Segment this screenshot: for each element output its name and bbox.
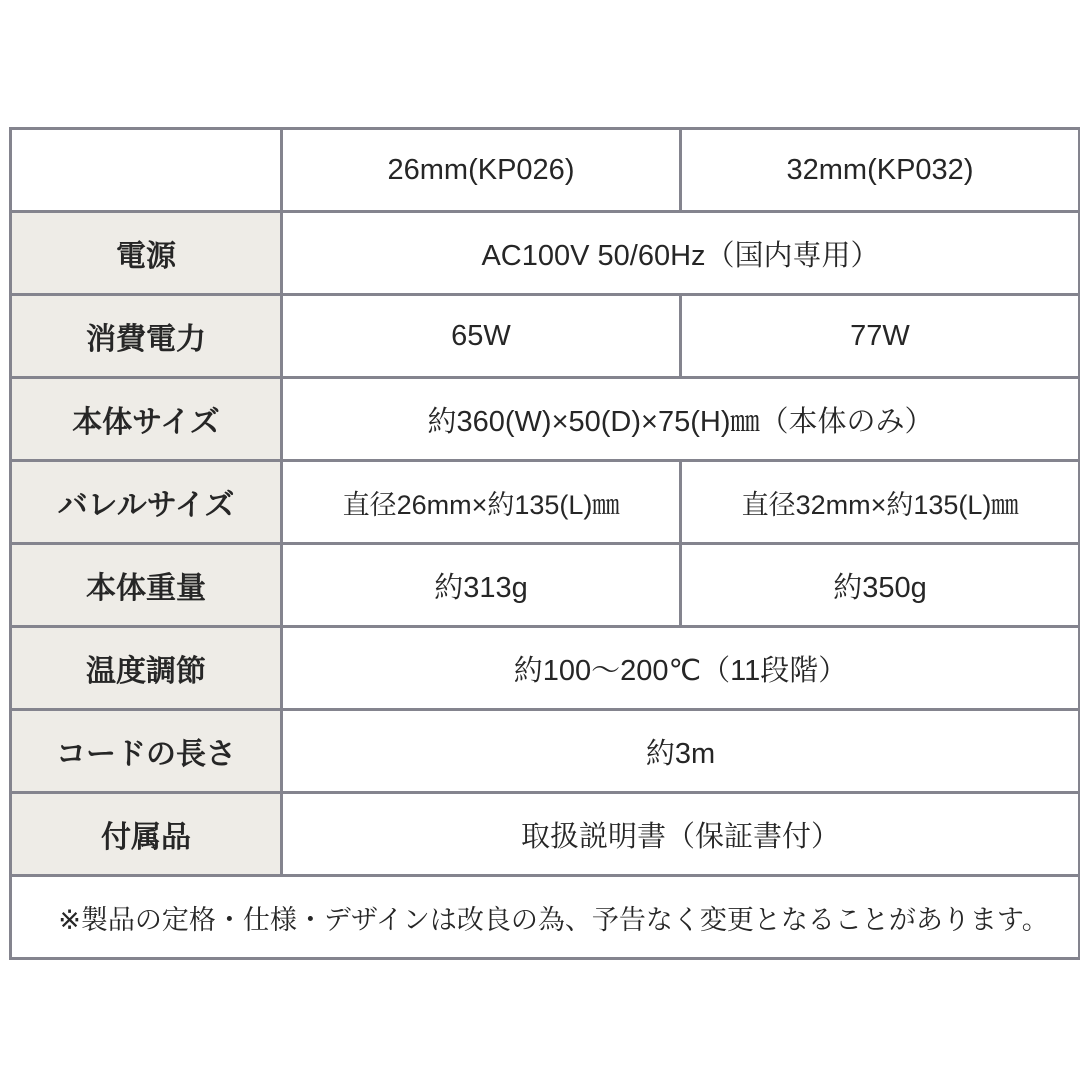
row-cord-length <box>11 710 1080 793</box>
row-barrel-size <box>11 461 1080 544</box>
row-cord-length-value: 約3m <box>282 710 1080 793</box>
row-body-weight <box>11 544 1080 627</box>
row-power-consumption <box>11 295 1080 378</box>
header-corner-cell <box>11 129 282 212</box>
row-barrel-size-value-32mm: 直径32mm×約135(L)㎜ <box>681 461 1080 544</box>
row-accessories-label: 付属品 <box>11 793 282 876</box>
row-power-consumption-value-32mm: 77W <box>681 295 1080 378</box>
row-accessories-value: 取扱説明書（保証書付） <box>282 793 1080 876</box>
row-barrel-size-value-26mm: 直径26mm×約135(L)㎜ <box>282 461 681 544</box>
row-power-source-value: AC100V 50/60Hz（国内専用） <box>282 212 1080 295</box>
row-temperature-control-label: 温度調節 <box>11 627 282 710</box>
header-row <box>11 129 1080 212</box>
row-body-weight-label: 本体重量 <box>11 544 282 627</box>
header-model-26mm: 26mm(KP026) <box>282 129 681 212</box>
row-power-source <box>11 212 1080 295</box>
note-row <box>11 876 1080 959</box>
row-barrel-size-label: バレルサイズ <box>11 461 282 544</box>
row-power-consumption-value-26mm: 65W <box>282 295 681 378</box>
row-cord-length-label: コードの長さ <box>11 710 282 793</box>
row-power-consumption-label: 消費電力 <box>11 295 282 378</box>
row-temperature-control-value: 約100〜200℃（11段階） <box>282 627 1080 710</box>
row-temperature-control <box>11 627 1080 710</box>
header-model-32mm: 32mm(KP032) <box>681 129 1080 212</box>
row-body-weight-value-32mm: 約350g <box>681 544 1080 627</box>
row-body-size <box>11 378 1080 461</box>
row-body-size-label: 本体サイズ <box>11 378 282 461</box>
row-body-size-value: 約360(W)×50(D)×75(H)㎜（本体のみ） <box>282 378 1080 461</box>
row-power-source-label: 電源 <box>11 212 282 295</box>
row-body-weight-value-26mm: 約313g <box>282 544 681 627</box>
row-accessories <box>11 793 1080 876</box>
disclaimer-note: ※製品の定格・仕様・デザインは改良の為、予告なく変更となることがあります。 <box>11 876 1080 959</box>
product-spec-table <box>9 127 1080 960</box>
